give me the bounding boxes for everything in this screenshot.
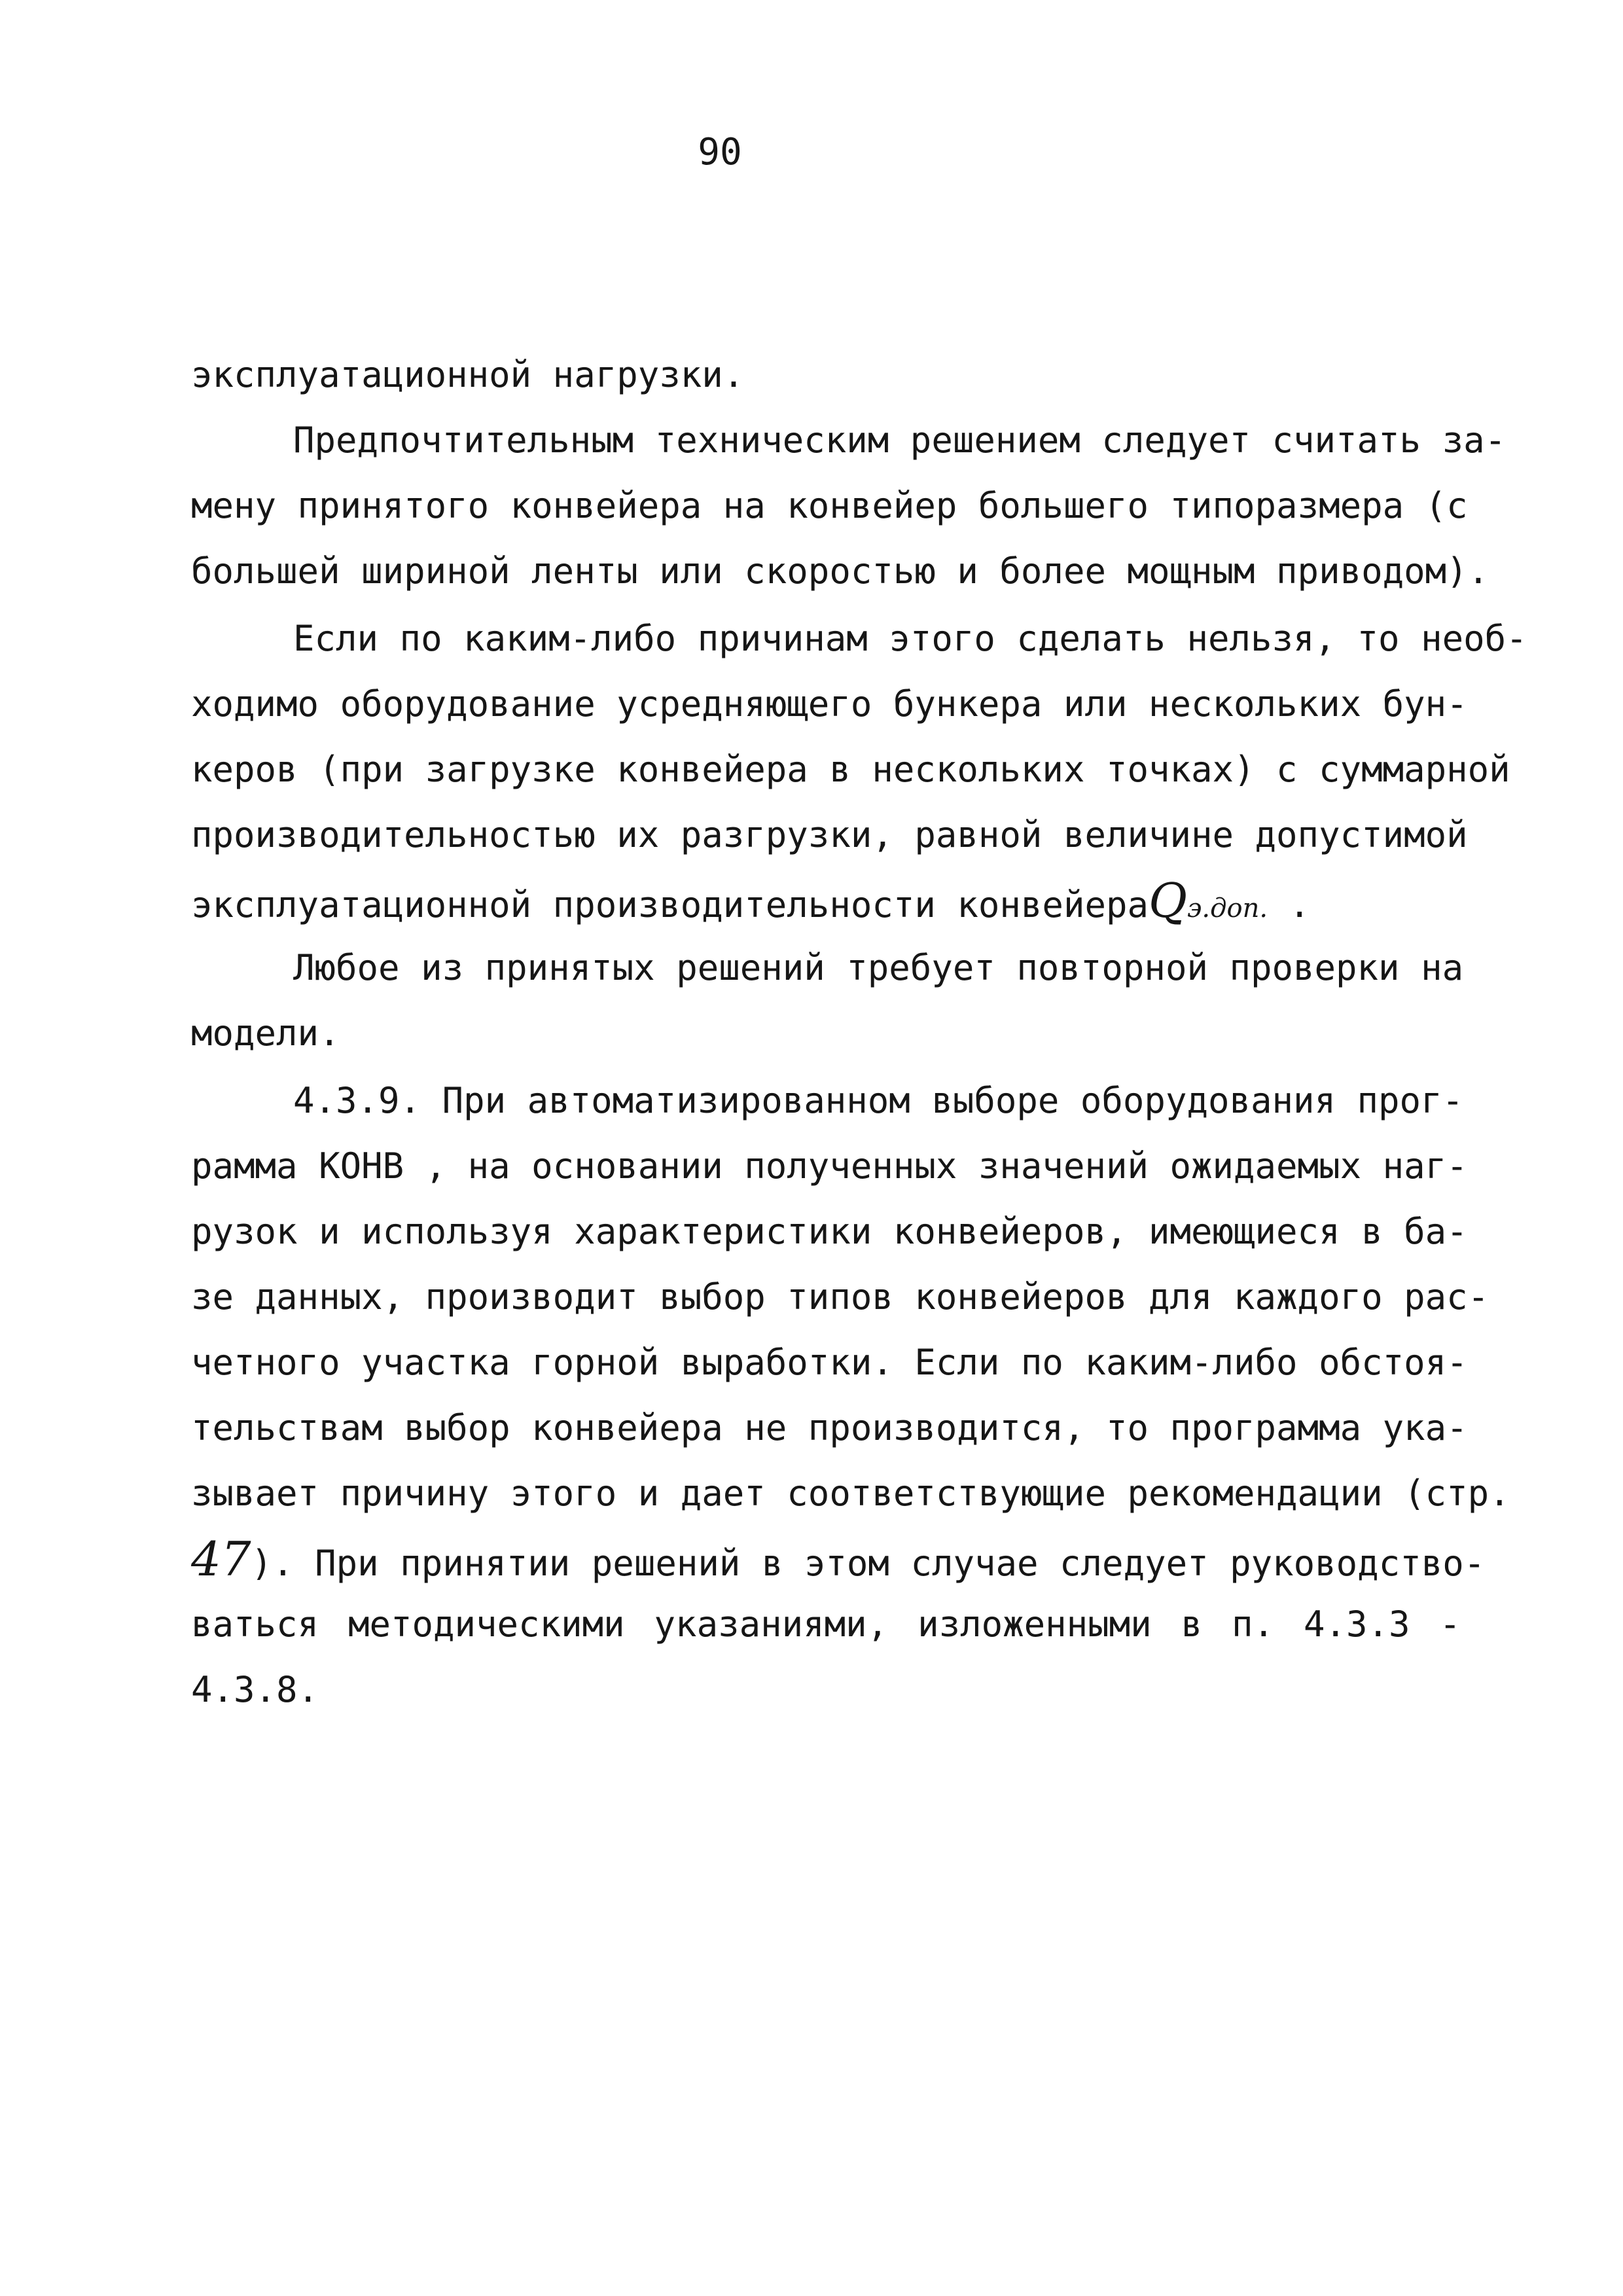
formula-end: .	[1268, 884, 1311, 925]
text-line: большей шириной ленты или скоростью и более мощным приводом).	[191, 550, 1489, 592]
text-line: мену принятого конвейера на конвейер большего типоразмера (с	[191, 485, 1468, 526]
formula-subscript: э.доп.	[1187, 893, 1268, 924]
text-line: зывает причину этого и дает соответствующие рекомендации (стр.	[191, 1473, 1510, 1514]
handwritten-page-ref: 47	[191, 1532, 251, 1587]
text-line: ходимо оборудование усредняющего бункера или нескольких бун-	[191, 683, 1468, 725]
text-line: производительностью их разгрузки, равной величине допустимой	[191, 814, 1468, 855]
text-line: рузок и используя характеристики конвейеров, имеющиеся в ба-	[191, 1211, 1468, 1252]
text-line: 4.3.8.	[191, 1669, 319, 1710]
line-text: эксплуатационной производительности конвейера	[191, 884, 1149, 925]
page-number: 90	[698, 131, 742, 173]
text-line: Предпочтительным техническим решением следует считать за-	[293, 420, 1507, 461]
text-line: тельствам выбор конвейера не производится, то программа ука-	[191, 1407, 1468, 1448]
text-line	[191, 873, 1461, 928]
formula-symbol: Q	[1148, 873, 1188, 928]
line-text: ). При принятии решений в этом случае следует руководство-	[251, 1543, 1486, 1584]
text-line: зе данных, производит выбор типов конвейеров для каждого рас-	[191, 1276, 1489, 1318]
text-line: 4.3.9. При автоматизированном выборе оборудования прог-	[293, 1080, 1464, 1121]
text-line: модели.	[191, 1013, 340, 1054]
text-line: керов (при загрузке конвейера в нескольких точках) с суммарной	[191, 749, 1510, 790]
text-line: эксплуатационной нагрузки.	[191, 354, 745, 395]
text-line: четного участка горной выработки. Если по каким-либо обстоя-	[191, 1342, 1468, 1383]
text-line: ваться методическими указаниями, изложенными в п. 4.3.3 -	[191, 1604, 1461, 1645]
text-line: Любое из принятых решений требует повторной проверки на	[293, 947, 1464, 988]
text-line: Если по каким-либо причинам этого сделать нельзя, то необ-	[293, 618, 1527, 659]
text-line	[191, 1532, 1486, 1587]
text-line: рамма КОНВ , на основании полученных значений ожидаемых наг-	[191, 1145, 1468, 1187]
